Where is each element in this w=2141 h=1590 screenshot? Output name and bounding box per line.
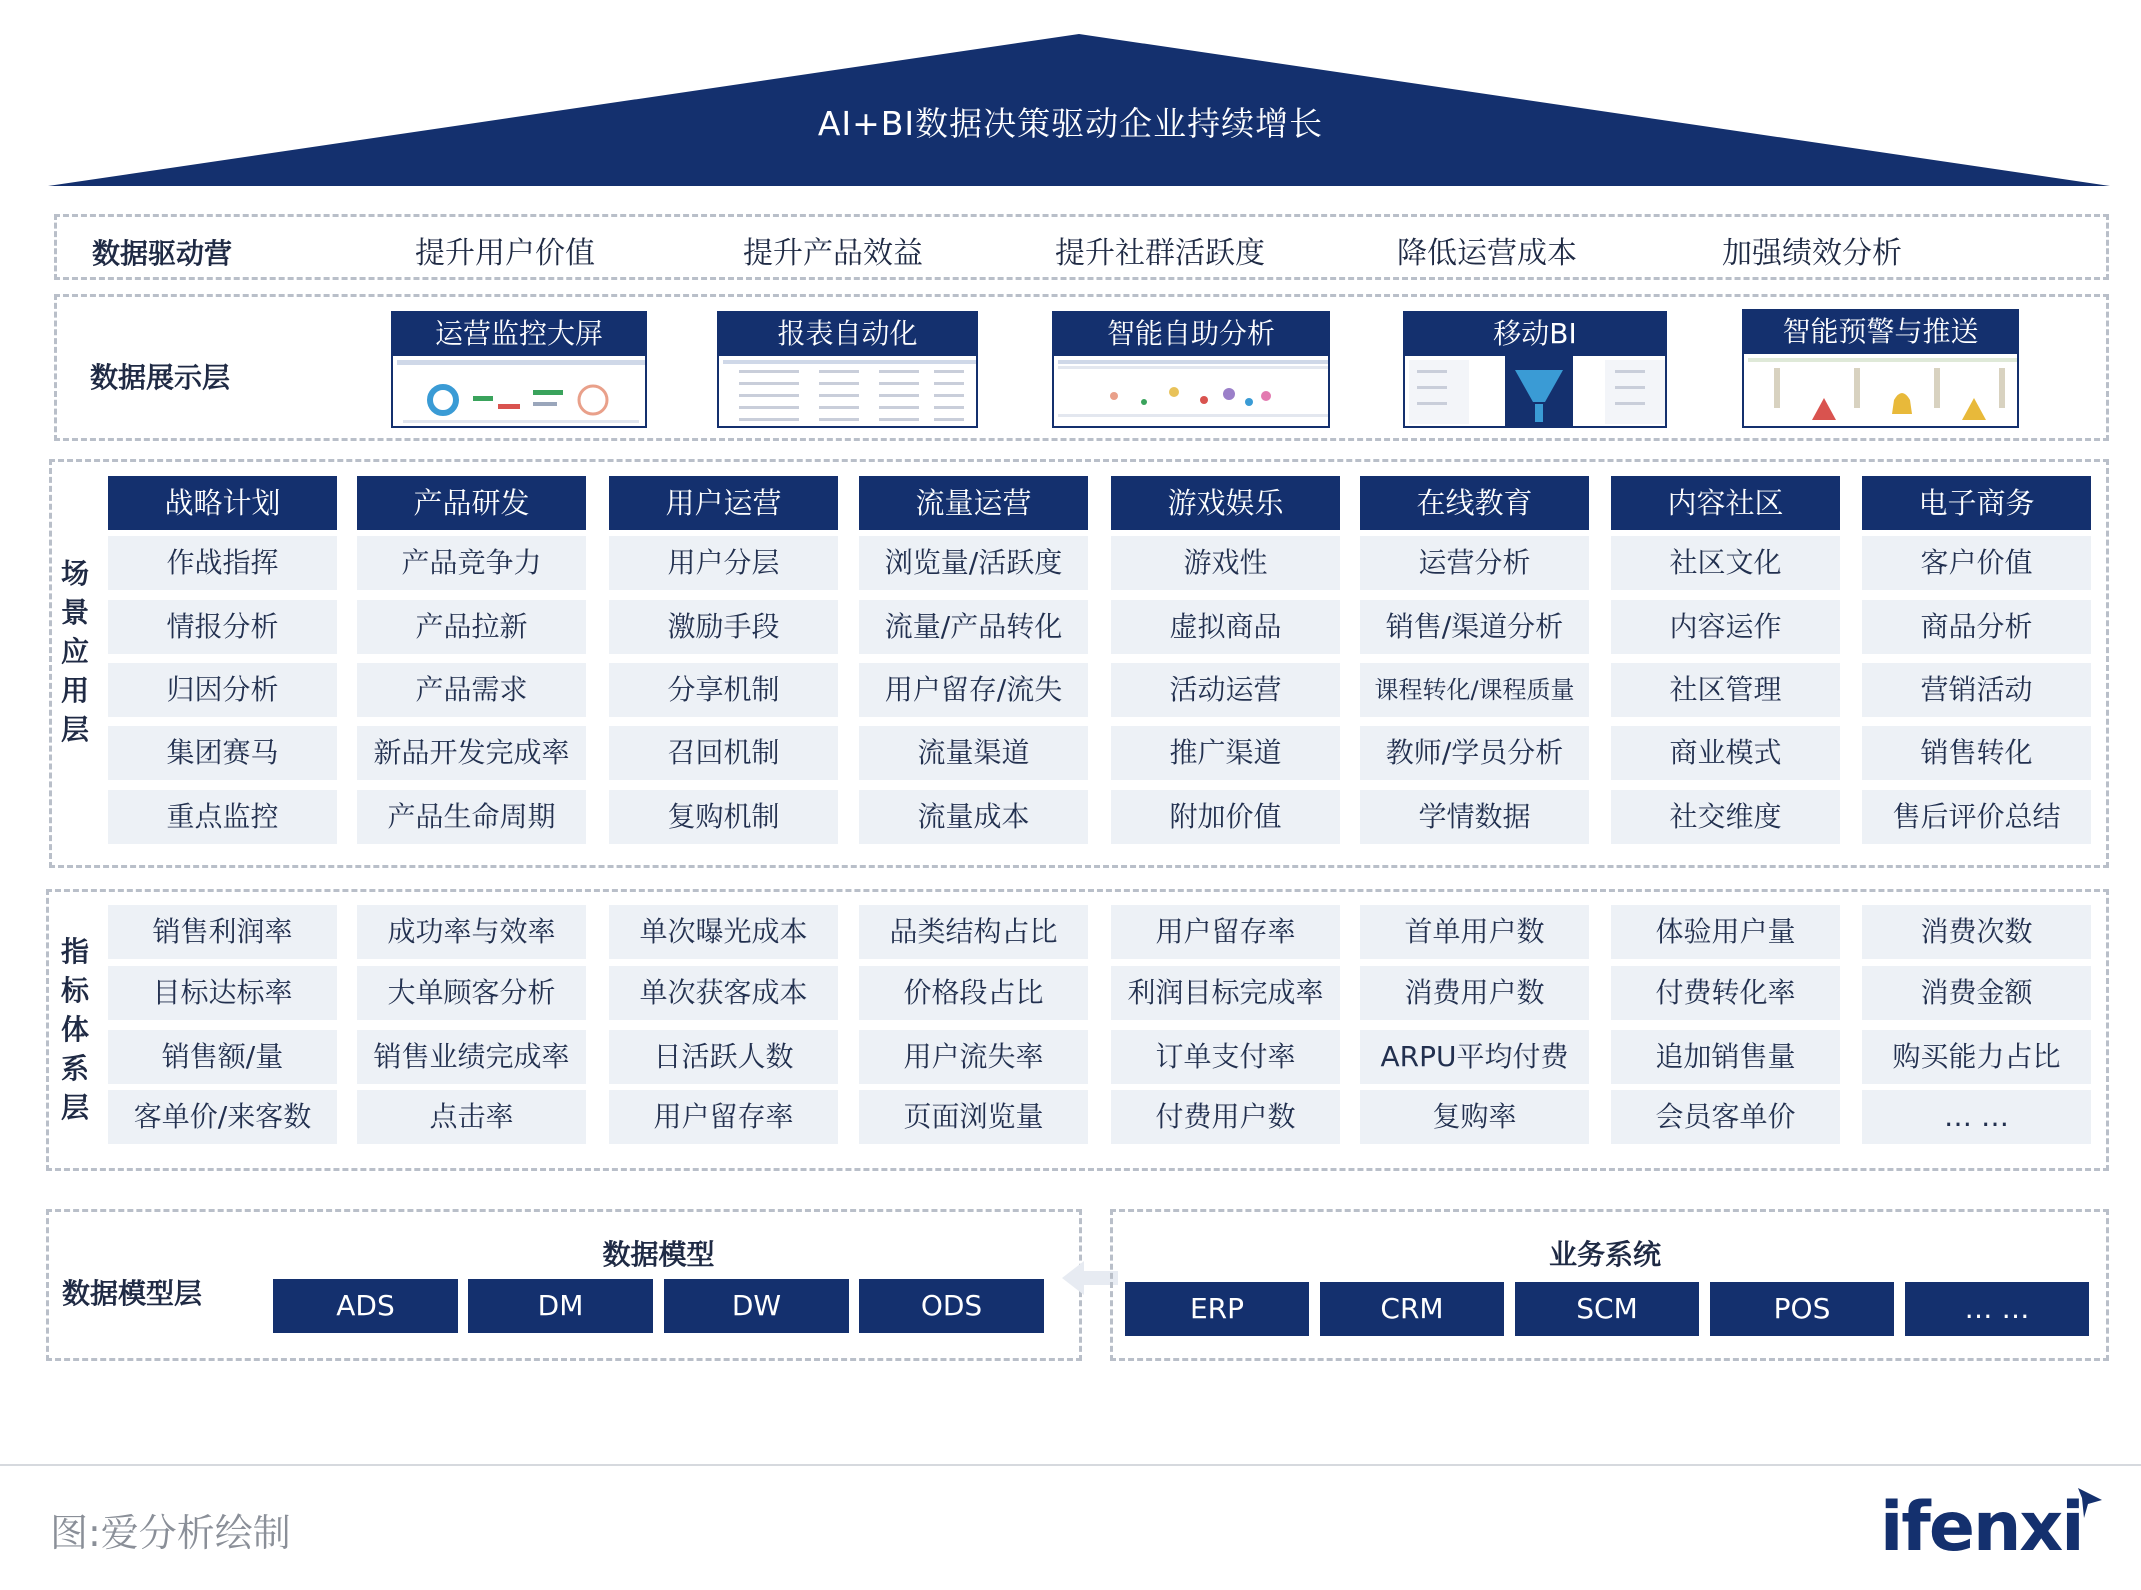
drive-goal-4: 降低运营成本 — [1397, 236, 1577, 271]
business-system-item: SCM — [1515, 1282, 1699, 1336]
drive-goal-2: 提升产品效益 — [743, 236, 923, 271]
scenario-cell: 课程转化/课程质量 — [1360, 663, 1589, 717]
scenario-cell: 客户价值 — [1862, 536, 2091, 590]
display-dashboard — [391, 311, 647, 428]
scenario-cell: 销售转化 — [1862, 726, 2091, 780]
metric-cell: 付费转化率 — [1611, 966, 1840, 1020]
scenario-column-head: 战略计划 — [108, 476, 337, 530]
scenario-cell: 商业模式 — [1611, 726, 1840, 780]
metric-cell: 页面浏览量 — [859, 1090, 1088, 1144]
report-table-thumbnail — [717, 356, 978, 428]
scenario-cell: 产品生命周期 — [357, 790, 586, 844]
display-layer-label: 数据展示层 — [90, 361, 231, 394]
metric-cell: 品类结构占比 — [859, 905, 1088, 959]
metric-cell: 用户留存率 — [609, 1090, 838, 1144]
metric-cell: 点击率 — [357, 1090, 586, 1144]
figure-caption: 图:爱分析绘制 — [50, 1511, 291, 1555]
data-model-item: DM — [468, 1279, 653, 1333]
scenario-layer-label: 场景应用层 — [60, 557, 89, 746]
metric-cell: ARPU平均付费 — [1360, 1030, 1589, 1084]
data-model-item: ODS — [859, 1279, 1044, 1333]
business-system-title: 业务系统 — [1548, 1238, 1661, 1271]
scenario-column-head: 产品研发 — [357, 476, 586, 530]
logo-mark-icon — [2074, 1488, 2102, 1518]
scenario-cell: 商品分析 — [1862, 600, 2091, 654]
scenario-cell: 教师/学员分析 — [1360, 726, 1589, 780]
scenario-cell: 重点监控 — [108, 790, 337, 844]
scenario-cell: 产品拉新 — [357, 600, 586, 654]
metric-cell: 用户留存率 — [1111, 905, 1340, 959]
metric-cell: 复购率 — [1360, 1090, 1589, 1144]
data-model-item: DW — [664, 1279, 849, 1333]
metric-cell: 消费用户数 — [1360, 966, 1589, 1020]
scenario-cell: 社区文化 — [1611, 536, 1840, 590]
metric-cell: 价格段占比 — [859, 966, 1088, 1020]
metric-cell: 首单用户数 — [1360, 905, 1589, 959]
scenario-cell: 产品需求 — [357, 663, 586, 717]
metric-cell: 目标达标率 — [108, 966, 337, 1020]
display-self-analysis — [1052, 311, 1330, 428]
display-dashboard-title: 运营监控大屏 — [391, 311, 647, 356]
scenario-cell: 虚拟商品 — [1111, 600, 1340, 654]
scenario-cell: 活动运营 — [1111, 663, 1340, 717]
scenario-cell: 浏览量/活跃度 — [859, 536, 1088, 590]
scenario-cell: 流量渠道 — [859, 726, 1088, 780]
display-alert-title: 智能预警与推送 — [1742, 309, 2019, 354]
scenario-cell: 社交维度 — [1611, 790, 1840, 844]
metric-cell: 消费金额 — [1862, 966, 2091, 1020]
display-mobile-bi-title: 移动BI — [1403, 311, 1667, 356]
display-report-title: 报表自动化 — [717, 311, 978, 356]
scenario-cell: 分享机制 — [609, 663, 838, 717]
metric-cell: 体验用户量 — [1611, 905, 1840, 959]
scenario-cell: 作战指挥 — [108, 536, 337, 590]
scenario-cell: 召回机制 — [609, 726, 838, 780]
alert-thumbnail — [1742, 354, 2019, 428]
metric-cell: 付费用户数 — [1111, 1090, 1340, 1144]
metric-cell: 购买能力占比 — [1862, 1030, 2091, 1084]
scenario-cell: 集团赛马 — [108, 726, 337, 780]
scenario-cell: 内容运作 — [1611, 600, 1840, 654]
metric-cell: 利润目标完成率 — [1111, 966, 1340, 1020]
business-system-item: CRM — [1320, 1282, 1504, 1336]
metric-cell: 单次获客成本 — [609, 966, 838, 1020]
metric-cell: 客单价/来客数 — [108, 1090, 337, 1144]
scenario-cell: 社区管理 — [1611, 663, 1840, 717]
metric-cell: 销售利润率 — [108, 905, 337, 959]
scenario-cell: 推广渠道 — [1111, 726, 1340, 780]
scenario-cell: 营销活动 — [1862, 663, 2091, 717]
scenario-cell: 用户分层 — [609, 536, 838, 590]
scenario-cell: 产品竞争力 — [357, 536, 586, 590]
metric-cell: 日活跃人数 — [609, 1030, 838, 1084]
drive-goal-5: 加强绩效分析 — [1722, 236, 1902, 271]
drive-goal-1: 提升用户价值 — [415, 236, 595, 271]
business-system-item: … … — [1905, 1282, 2089, 1336]
metric-cell: 销售业绩完成率 — [357, 1030, 586, 1084]
metric-cell: … … — [1862, 1090, 2091, 1144]
scenario-cell: 流量成本 — [859, 790, 1088, 844]
metric-cell: 用户流失率 — [859, 1030, 1088, 1084]
display-self-analysis-title: 智能自助分析 — [1052, 311, 1330, 356]
dashboard-thumbnail — [391, 356, 647, 428]
drive-layer-label: 数据驱动营 — [92, 237, 233, 270]
scenario-cell: 新品开发完成率 — [357, 726, 586, 780]
data-model-title: 数据模型 — [602, 1238, 715, 1271]
scenario-column-head: 在线教育 — [1360, 476, 1589, 530]
footer-divider — [0, 1464, 2141, 1466]
metric-cell: 大单顾客分析 — [357, 966, 586, 1020]
drive-goal-3: 提升社群活跃度 — [1055, 236, 1265, 271]
business-system-item: POS — [1710, 1282, 1894, 1336]
mobile-bi-thumbnail — [1403, 356, 1667, 428]
metric-cell: 单次曝光成本 — [609, 905, 838, 959]
page-title: AI+BI数据决策驱动企业持续增长 — [817, 104, 1324, 143]
scenario-cell: 销售/渠道分析 — [1360, 600, 1589, 654]
metric-cell: 订单支付率 — [1111, 1030, 1340, 1084]
metrics-layer-label: 指标体系层 — [60, 935, 89, 1124]
scenario-column-head: 用户运营 — [609, 476, 838, 530]
scenario-column-head: 内容社区 — [1611, 476, 1840, 530]
metric-cell: 成功率与效率 — [357, 905, 586, 959]
metric-cell: 消费次数 — [1862, 905, 2091, 959]
scenario-column-head: 电子商务 — [1862, 476, 2091, 530]
scenario-column-head: 游戏娱乐 — [1111, 476, 1340, 530]
scenario-cell: 游戏性 — [1111, 536, 1340, 590]
metric-cell: 销售额/量 — [108, 1030, 337, 1084]
model-layer-label: 数据模型层 — [62, 1277, 203, 1310]
scenario-cell: 激励手段 — [609, 600, 838, 654]
scenario-cell: 归因分析 — [108, 663, 337, 717]
scenario-cell: 运营分析 — [1360, 536, 1589, 590]
scenario-cell: 复购机制 — [609, 790, 838, 844]
display-alert — [1742, 309, 2019, 428]
data-model-item: ADS — [273, 1279, 458, 1333]
scenario-cell: 附加价值 — [1111, 790, 1340, 844]
display-report — [717, 311, 978, 428]
scenario-cell: 情报分析 — [108, 600, 337, 654]
metric-cell: 追加销售量 — [1611, 1030, 1840, 1084]
business-system-item: ERP — [1125, 1282, 1309, 1336]
metric-cell: 会员客单价 — [1611, 1090, 1840, 1144]
scenario-cell: 学情数据 — [1360, 790, 1589, 844]
scenario-cell: 用户留存/流失 — [859, 663, 1088, 717]
scenario-cell: 售后评价总结 — [1862, 790, 2091, 844]
analysis-chart-thumbnail — [1052, 356, 1330, 428]
scenario-cell: 流量/产品转化 — [859, 600, 1088, 654]
scenario-column-head: 流量运营 — [859, 476, 1088, 530]
display-mobile-bi — [1403, 311, 1667, 428]
ifenxi-logo: ifenxi — [1880, 1488, 2083, 1567]
